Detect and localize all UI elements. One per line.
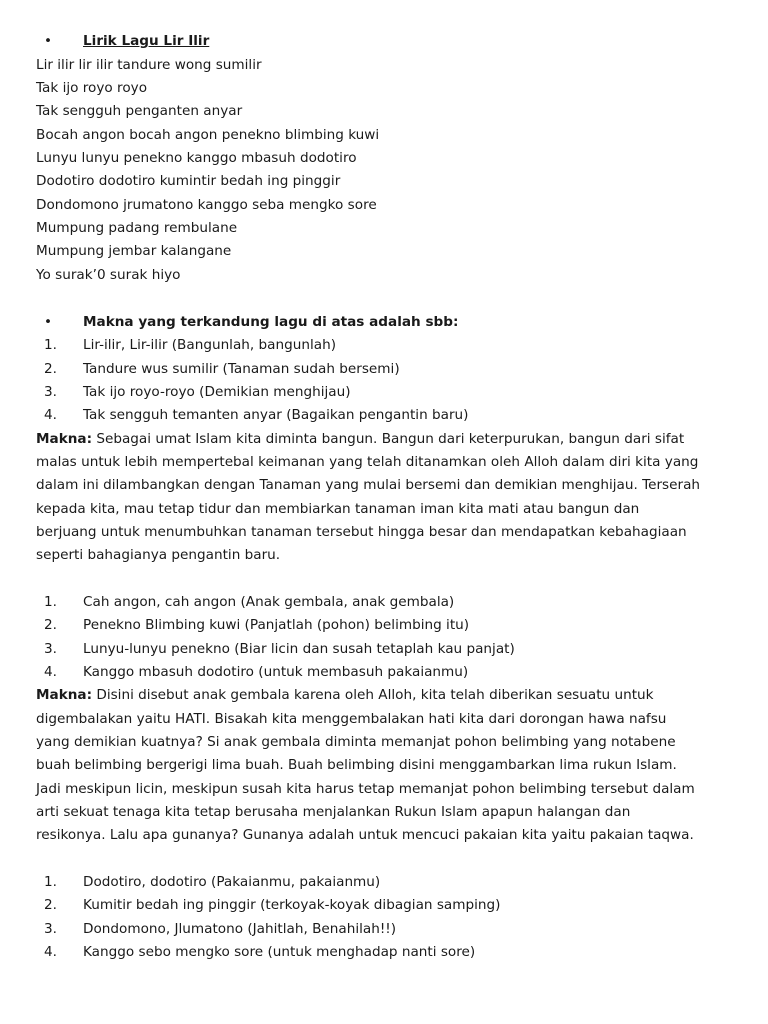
meaning-paragraph-line <box>36 684 654 707</box>
list-item <box>0 614 768 637</box>
lyric-line: Dondomono jrumatono kanggo seba mengko sore <box>36 197 377 213</box>
lyric-line: Dodotiro dodotiro kumintir bedah ing pinggir <box>36 173 341 189</box>
list-item-text: Dodotiro, dodotiro (Pakaianmu, pakaianmu) <box>83 874 381 890</box>
bullet-icon: • <box>44 314 53 330</box>
meaning-paragraph-line <box>36 428 684 451</box>
lyric-line: Yo surak’0 surak hiyo <box>36 267 181 283</box>
meaning-paragraph-line: dalam ini dilambangkan dengan Tanaman yang mulai bersemi dan demikian menghijau. Terserah <box>36 477 701 493</box>
list-item <box>0 871 768 894</box>
makna-label: Makna: <box>36 687 93 703</box>
lyric-line: Lunyu lunyu penekno kanggo mbasuh dodotiro <box>36 150 357 166</box>
list-number: 1. <box>44 874 57 890</box>
list-item <box>0 894 768 917</box>
list-item <box>0 404 768 427</box>
meaning-paragraph-line: yang demikian kuatnya? Si anak gembala diminta memanjat pohon belimbing yang notabene <box>36 734 676 750</box>
lyric-line: Tak sengguh penganten anyar <box>36 103 243 119</box>
lyrics-title-row <box>0 30 768 53</box>
meaning-text: Sebagai umat Islam kita diminta bangun. Bangun dari keterpurukan, bangun dari sifat <box>92 431 685 447</box>
lyric-line: Bocah angon bocah angon penekno blimbing kuwi <box>36 127 380 143</box>
lyric-line: Tak ijo royo royo <box>36 80 148 96</box>
list-number: 2. <box>44 617 57 633</box>
meaning-paragraph-line: seperti bahagianya pengantin baru. <box>36 547 281 563</box>
list-item-text: Lunyu-lunyu penekno (Biar licin dan susah tetaplah kau panjat) <box>83 641 515 657</box>
meaning-paragraph-line: berjuang untuk menumbuhkan tanaman tersebut hingga besar dan mendapatkan kebahagiaan <box>36 524 687 540</box>
meaning-text: Disini disebut anak gembala karena oleh Alloh, kita telah diberikan sesuatu untuk <box>92 687 654 703</box>
list-item <box>0 381 768 404</box>
meaning-paragraph-line: malas untuk lebih mempertebal keimanan yang telah ditanamkan oleh Alloh dalam diri kita yang <box>36 454 699 470</box>
list-item-text: Tak sengguh temanten anyar (Bagaikan pengantin baru) <box>83 407 469 423</box>
list-number: 3. <box>44 641 57 657</box>
bullet-icon: • <box>44 33 53 49</box>
list-item <box>0 661 768 684</box>
makna-label: Makna: <box>36 431 93 447</box>
meaning-heading: Makna yang terkandung lagu di atas adalah sbb: <box>83 314 459 330</box>
lyric-line: Lir ilir lir ilir tandure wong sumilir <box>36 57 262 73</box>
list-item-text: Tandure wus sumilir (Tanaman sudah bersemi) <box>83 361 400 377</box>
list-number: 1. <box>44 594 57 610</box>
list-item <box>0 918 768 941</box>
list-number: 4. <box>44 944 57 960</box>
list-item <box>0 358 768 381</box>
list-number: 4. <box>44 407 57 423</box>
list-item <box>0 941 768 964</box>
list-number: 4. <box>44 664 57 680</box>
list-item-text: Penekno Blimbing kuwi (Panjatlah (pohon) belimbing itu) <box>83 617 470 633</box>
meaning-heading-row <box>0 311 768 334</box>
list-item-text: Kanggo sebo mengko sore (untuk menghadap nanti sore) <box>83 944 476 960</box>
lyric-line: Mumpung padang rembulane <box>36 220 238 236</box>
meaning-paragraph-line: Jadi meskipun licin, meskipun susah kita harus tetap memanjat pohon belimbing tersebut dalam <box>36 781 695 797</box>
list-number: 3. <box>44 384 57 400</box>
meaning-paragraph-line: buah belimbing bergerigi lima buah. Buah belimbing disini menggambarkan lima rukun Islam. <box>36 757 677 773</box>
list-item <box>0 591 768 614</box>
list-item-text: Lir-ilir, Lir-ilir (Bangunlah, bangunlah) <box>83 337 337 353</box>
list-number: 1. <box>44 337 57 353</box>
meaning-paragraph-line: digembalakan yaitu HATI. Bisakah kita menggembalakan hati kita dari dorongan hawa nafsu <box>36 711 667 727</box>
meaning-paragraph-line: kepada kita, mau tetap tidur dan membiarkan tanaman iman kita mati atau bangun dan <box>36 501 640 517</box>
list-item-text: Kumitir bedah ing pinggir (terkoyak-koyak dibagian samping) <box>83 897 501 913</box>
meaning-paragraph-line: resikonya. Lalu apa gunanya? Gunanya adalah untuk mencuci pakaian kita yaitu pakaian taqwa. <box>36 827 694 843</box>
lyrics-title: Lirik Lagu Lir Ilir <box>83 33 210 49</box>
list-item-text: Kanggo mbasuh dodotiro (untuk membasuh pakaianmu) <box>83 664 469 680</box>
list-number: 3. <box>44 921 57 937</box>
list-number: 2. <box>44 897 57 913</box>
list-item <box>0 334 768 357</box>
list-item-text: Dondomono, Jlumatono (Jahitlah, Benahilah!!) <box>83 921 397 937</box>
meaning-paragraph-line: arti sekuat tenaga kita tetap berusaha menjalankan Rukun Islam apapun halangan dan <box>36 804 631 820</box>
list-item-text: Tak ijo royo-royo (Demikian menghijau) <box>83 384 351 400</box>
list-number: 2. <box>44 361 57 377</box>
list-item-text: Cah angon, cah angon (Anak gembala, anak gembala) <box>83 594 455 610</box>
list-item <box>0 638 768 661</box>
lyric-line: Mumpung jembar kalangane <box>36 243 232 259</box>
